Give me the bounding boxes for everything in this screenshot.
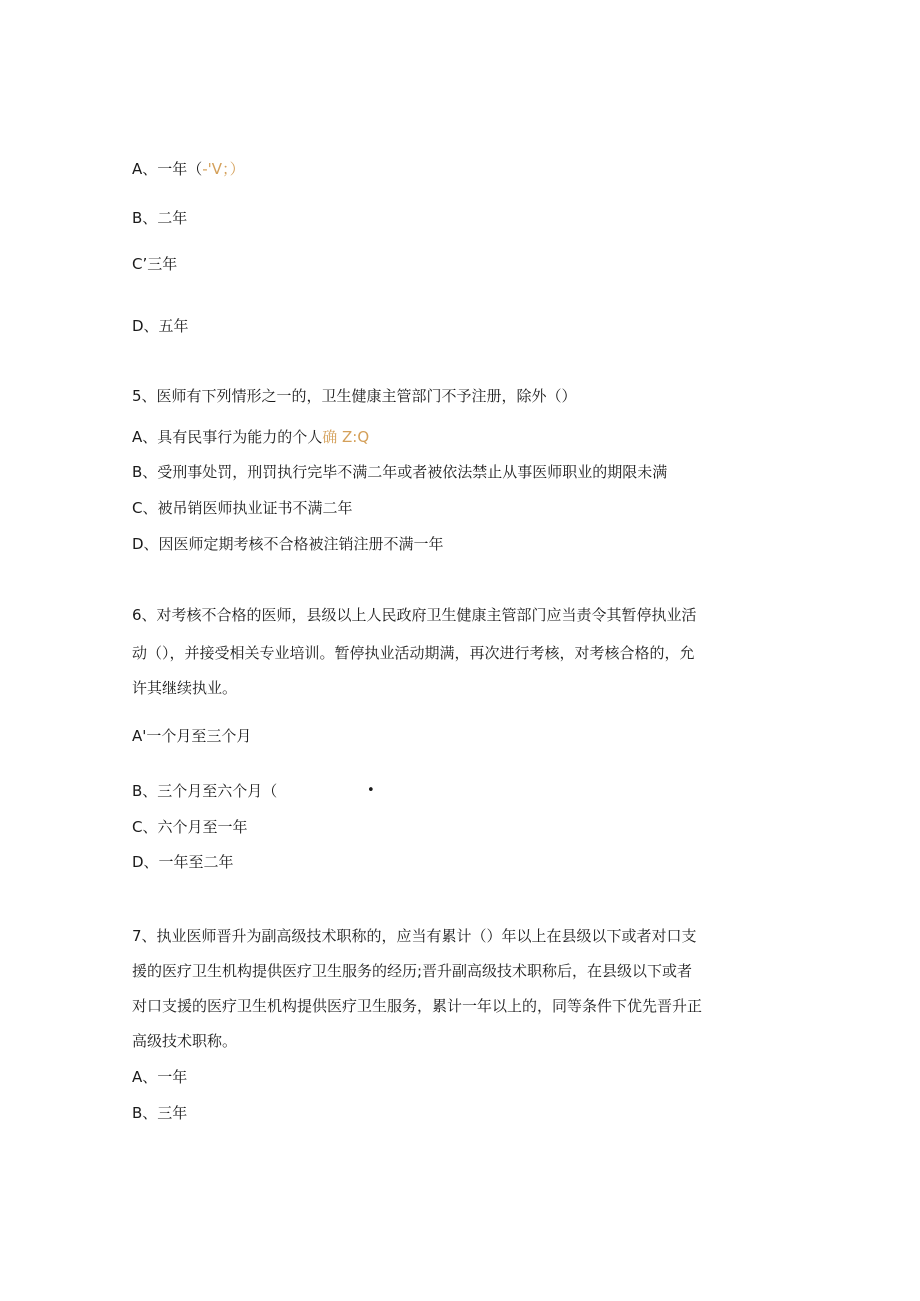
q4-option-d: D、五年	[132, 317, 189, 335]
q5-option-d: D、因医师定期考核不合格被注销注册不满一年	[132, 535, 444, 553]
q7-option-a: A、一年	[132, 1068, 188, 1086]
q5-option-c: C、被吊销医师执业证书不满二年	[132, 499, 353, 517]
q4-option-c: C’三年	[132, 255, 178, 273]
q5-question: 5、医师有下列情形之一的，卫生健康主管部门不予注册，除外（）	[132, 387, 577, 405]
q7-option-b: B、三年	[132, 1104, 188, 1122]
q7-question-line4: 高级技术职称。	[132, 1032, 238, 1050]
q7-question-line3: 对口支援的医疗卫生机构提供医疗卫生服务，累计一年以上的，同等条件下优先晋升正	[132, 997, 703, 1015]
q6-question-line3: 许其继续执业。	[132, 679, 238, 697]
q6-question-line1: 6、对考核不合格的医师，县级以上人民政府卫生健康主管部门应当责令其暂停执业活	[132, 606, 697, 624]
q6-option-b: B、三个月至六个月（	[132, 782, 278, 800]
q4-option-a-mark: -'V；）	[202, 160, 245, 178]
q4-option-a	[132, 159, 245, 179]
q4-option-b: B、二年	[132, 209, 188, 227]
q5-option-a-text: A、具有民事行为能力的个人	[132, 428, 323, 446]
q5-option-a	[132, 427, 369, 447]
q6-option-a: A'一个月至三个月	[132, 727, 252, 745]
q7-question-line1: 7、执业医师晋升为副高级技术职称的，应当有累计（）年以上在县级以下或者对口支	[132, 927, 697, 945]
q5-option-b: B、受刑事处罚，刑罚执行完毕不满二年或者被依法禁止从事医师职业的期限未满	[132, 463, 668, 481]
q6-option-b-dot: •	[367, 783, 375, 798]
q7-question-line2: 援的医疗卫生机构提供医疗卫生服务的经历;晋升副高级技术职称后，在县级以下或者	[132, 962, 693, 980]
q6-option-d: D、一年至二年	[132, 853, 234, 871]
q5-option-a-mark: 确 Z:Q	[322, 428, 370, 446]
q6-question-line2: 动（），并接受相关专业培训。暂停执业活动期满，再次进行考核，对考核合格的，允	[132, 644, 695, 662]
q6-option-c: C、六个月至一年	[132, 818, 248, 836]
q4-option-a-text: A、一年（	[132, 160, 203, 178]
